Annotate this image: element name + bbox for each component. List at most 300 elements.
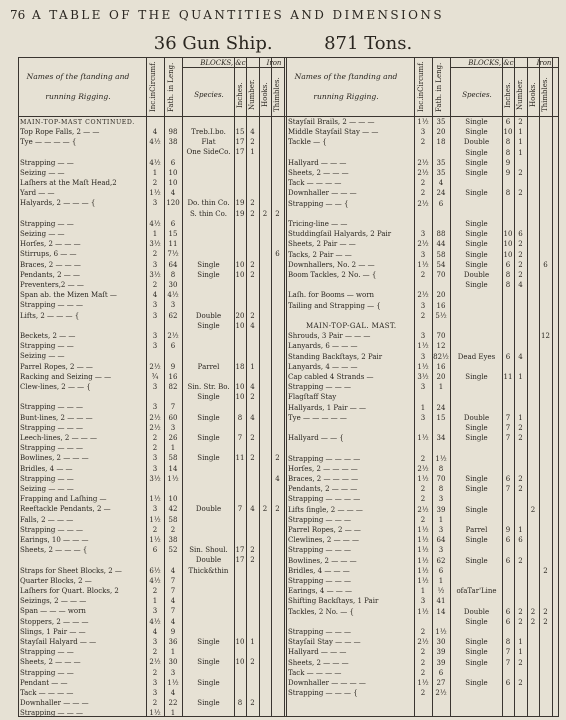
left-cell-17-0: Strapping — — — xyxy=(20,301,83,310)
right-cell-38-0: Lifts ſingle, 2 — — — xyxy=(288,505,363,514)
right-cell-13-3: Single xyxy=(465,250,488,259)
left-cell-50-2: 36 xyxy=(168,638,178,646)
right-cell-2-4: 8 xyxy=(505,138,511,147)
left-cell-26-3: Single xyxy=(197,393,220,402)
left-cell-19-3: Single xyxy=(197,321,220,330)
left-cell-28-1: 2½ xyxy=(149,413,161,422)
right-cell-52-4: 7 xyxy=(505,648,511,657)
left-cell-28-5: 4 xyxy=(250,413,255,422)
left-cell-33-2: 14 xyxy=(168,464,178,473)
right-cell-49-3: Single xyxy=(465,617,488,626)
right-cell-4-0: Hallyard — — — xyxy=(288,158,347,167)
right-cell-26-0: Strapping — — — xyxy=(288,383,351,392)
right-cell-21-1: 3 xyxy=(420,332,426,341)
left-cell-51-1: 2 xyxy=(152,648,158,657)
right-cell-6-2: 4 xyxy=(438,179,444,188)
right-cell-41-4: 6 xyxy=(505,536,511,545)
left-cell-7-4: 19 xyxy=(235,199,245,208)
right-cell-17-2: 20 xyxy=(436,291,446,300)
left-cell-32-3: Single xyxy=(197,454,220,463)
right-cell-12-3: Single xyxy=(465,240,488,249)
right-cell-41-3: Single xyxy=(465,536,488,545)
left-cell-47-0: Span — — — worn xyxy=(20,607,86,616)
right-cell-38-1: 2½ xyxy=(417,505,429,514)
fath-header-right: Fath. in Leng. xyxy=(435,62,443,112)
left-cell-48-0: Stoppers, 2 — — — xyxy=(20,617,89,626)
left-cell-32-5: 2 xyxy=(250,454,255,463)
right-cell-43-1: 1½ xyxy=(417,556,429,565)
right-cell-5-0: Sheets, 2 — — — xyxy=(288,169,349,177)
right-cell-53-5: 2 xyxy=(518,658,523,667)
right-cell-33-0: Strapping — — — — xyxy=(288,454,361,463)
right-cell-12-2: 44 xyxy=(436,240,446,249)
left-cell-44-2: 7 xyxy=(170,576,176,585)
right-cell-50-2: 1½ xyxy=(435,628,447,636)
right-cell-8-0: Strapping — — { xyxy=(288,199,349,208)
right-cell-36-5: 2 xyxy=(518,485,523,494)
right-cell-3-5: 1 xyxy=(518,148,523,157)
left-cell-33-1: 3 xyxy=(152,464,158,473)
left-cell-24-0: Racking and Seizing — — xyxy=(20,372,112,381)
section-title-left: MAIN-TOP-MAST CONTINUED. xyxy=(20,119,135,126)
column-rule xyxy=(18,57,19,717)
names-header-line2: running Rigging. xyxy=(45,92,111,101)
right-cell-36-3: Single xyxy=(465,485,488,494)
left-cell-13-0: Braces, 2 — — — xyxy=(20,260,81,269)
right-cell-51-2: 30 xyxy=(436,638,446,647)
left-cell-18-5: 2 xyxy=(250,311,255,320)
right-cell-40-5: 1 xyxy=(518,526,523,534)
left-cell-39-1: 2 xyxy=(152,525,158,534)
left-cell-29-1: 2½ xyxy=(149,423,161,432)
left-cell-9-2: 6 xyxy=(170,219,176,228)
left-cell-30-3: Single xyxy=(197,434,220,442)
left-cell-32-0: Bowlines, 2 — — — xyxy=(20,454,89,463)
right-cell-42-1: 1½ xyxy=(417,546,429,555)
inches-header-right: Inches. xyxy=(504,82,512,108)
left-cell-12-1: 2 xyxy=(152,250,158,259)
left-cell-25-4: 10 xyxy=(235,383,245,391)
left-cell-0-5: 4 xyxy=(250,128,255,136)
left-cell-13-3: Single xyxy=(197,260,220,269)
left-cell-18-3: Double xyxy=(195,311,222,320)
right-cell-10-0: Tricing-line — — xyxy=(288,220,348,228)
right-cell-53-0: Sheets, 2 — — — xyxy=(288,658,349,667)
right-cell-15-2: 70 xyxy=(436,271,446,279)
right-cell-55-4: 6 xyxy=(505,679,511,687)
right-cell-4-2: 35 xyxy=(436,158,446,167)
left-cell-0-0: Top Rope Falls, 2 — — xyxy=(20,128,100,136)
left-cell-27-1: 3 xyxy=(152,403,158,412)
left-cell-8-3: S. thin Co. xyxy=(190,209,227,218)
right-cell-24-0: Lanyards, 4 — — — xyxy=(288,362,358,371)
right-cell-7-1: 2 xyxy=(420,189,426,198)
species-header: Species. xyxy=(194,91,224,99)
left-cell-25-0: Clew-lines, 2 — — { xyxy=(20,383,91,391)
left-cell-50-4: 10 xyxy=(235,638,245,646)
left-cell-44-0: Quarter Blocks, 2 — xyxy=(20,576,92,585)
left-cell-4-0: Seizing — — xyxy=(20,168,65,177)
left-cell-57-2: 1 xyxy=(170,709,176,718)
left-cell-16-1: 4 xyxy=(152,291,158,300)
left-cell-23-5: 1 xyxy=(250,362,255,371)
left-cell-54-3: Single xyxy=(197,678,220,687)
left-cell-28-4: 8 xyxy=(237,413,243,422)
right-cell-0-0: Stayſail Brails, 2 — — — xyxy=(288,118,375,126)
left-cell-52-2: 30 xyxy=(168,658,178,667)
left-cell-2-5: 1 xyxy=(250,148,255,157)
right-cell-0-3: Single xyxy=(465,118,488,126)
number-header-right: Number. xyxy=(516,79,524,111)
left-cell-25-3: Sin. Str. Bo. xyxy=(187,383,230,391)
left-cell-57-0: Strapping — — — xyxy=(20,709,83,718)
right-cell-1-3: Single xyxy=(465,128,488,137)
column-rule xyxy=(558,57,559,717)
right-cell-19-2: 5½ xyxy=(435,311,447,320)
right-cell-37-1: 2 xyxy=(420,495,426,504)
right-cell-4-1: 2½ xyxy=(417,158,429,167)
left-cell-31-1: 2 xyxy=(152,444,158,453)
right-cell-39-0: Strapping — — — xyxy=(288,515,351,524)
right-cell-15-5: 2 xyxy=(518,271,523,279)
right-cell-23-2: 82½ xyxy=(433,352,449,361)
left-cell-30-4: 7 xyxy=(237,434,243,442)
left-cell-18-0: Lifts, 2 — — — { xyxy=(20,311,80,320)
left-cell-53-1: 2 xyxy=(152,668,158,677)
left-cell-4-2: 10 xyxy=(168,168,178,177)
right-cell-29-2: 15 xyxy=(436,413,446,422)
left-cell-7-5: 2 xyxy=(250,199,255,208)
left-cell-36-0: Frapping and Laſhing — xyxy=(20,495,107,504)
right-cell-28-1: 1 xyxy=(420,403,426,412)
left-cell-18-1: 3 xyxy=(152,311,158,320)
right-cell-45-1: 1½ xyxy=(417,577,429,585)
header-bottom-rule xyxy=(18,116,558,117)
left-cell-30-0: Leech-lines, 2 — — — xyxy=(20,434,98,442)
left-cell-56-4: 8 xyxy=(237,699,243,708)
right-cell-18-0: Tailing and Strapping — { xyxy=(288,301,381,310)
left-cell-47-1: 3 xyxy=(152,607,158,616)
right-cell-14-0: Downhallers, No. 2 — — xyxy=(288,260,375,269)
left-cell-14-1: 3½ xyxy=(149,270,161,279)
left-cell-23-2: 9 xyxy=(170,362,176,371)
right-cell-21-0: Shrouds, 3 Pair — — — xyxy=(288,332,371,341)
right-cell-2-5: 1 xyxy=(518,138,523,147)
left-cell-0-2: 98 xyxy=(168,128,178,136)
right-cell-53-1: 2 xyxy=(420,658,426,667)
right-cell-27-0: Flagſtaff Stay xyxy=(288,393,337,402)
left-cell-50-0: Stayſail Halyard — — xyxy=(20,638,97,646)
right-cell-11-1: 3 xyxy=(420,230,426,239)
thimbles-header: Thimbles. xyxy=(273,77,281,113)
left-cell-7-1: 3 xyxy=(152,199,158,208)
right-cell-29-0: Tye — — — — — xyxy=(288,413,347,422)
left-cell-5-1: 2 xyxy=(152,179,158,187)
right-cell-25-4: 11 xyxy=(503,373,513,381)
right-cell-55-1: 1½ xyxy=(417,679,429,687)
left-cell-10-1: 1 xyxy=(152,230,158,238)
right-cell-44-1: 1½ xyxy=(417,566,429,575)
right-cell-1-4: 10 xyxy=(503,128,513,137)
left-cell-52-0: Sheets, 2 — — — xyxy=(20,658,81,667)
blocks-header: BLOCKS, &c. xyxy=(200,59,248,67)
left-cell-53-2: 3 xyxy=(170,668,176,677)
right-cell-29-3: Double xyxy=(463,413,490,422)
right-cell-14-1: 1½ xyxy=(417,260,429,269)
left-cell-49-1: 4 xyxy=(152,627,158,636)
left-cell-25-5: 4 xyxy=(250,383,255,391)
right-cell-48-3: Double xyxy=(463,607,490,616)
right-cell-55-3: Single xyxy=(465,679,488,687)
right-cell-11-5: 6 xyxy=(518,230,523,239)
right-cell-31-2: 34 xyxy=(436,434,446,443)
right-cell-45-2: 1 xyxy=(438,577,444,585)
right-cell-26-2: 1 xyxy=(438,383,444,392)
right-cell-7-2: 24 xyxy=(436,189,446,198)
right-cell-48-5: 2 xyxy=(518,607,523,616)
left-cell-56-3: Single xyxy=(197,699,220,708)
left-cell-28-0: Bunt-lines, 2 — — — xyxy=(20,413,93,422)
left-cell-7-3: Do. thin Co. xyxy=(187,199,230,208)
left-cell-34-0: Strapping — — xyxy=(20,474,74,483)
left-cell-15-2: 30 xyxy=(168,281,178,289)
left-cell-7-2: 120 xyxy=(166,199,180,208)
right-cell-31-0: Hallyard — — { xyxy=(288,434,344,443)
left-cell-52-1: 2½ xyxy=(149,658,161,667)
right-cell-5-4: 9 xyxy=(505,169,511,177)
left-cell-0-3: Treb.I.bo. xyxy=(191,128,226,136)
right-cell-15-1: 2 xyxy=(420,271,426,279)
left-cell-9-0: Strapping — — xyxy=(20,219,74,228)
right-cell-47-0: Shifting Backſtays, 1 Pair xyxy=(288,597,379,606)
left-cell-28-3: Single xyxy=(197,413,220,422)
right-cell-34-0: Horſes, 2 — — — — xyxy=(288,464,358,473)
right-cell-44-2: 6 xyxy=(438,566,444,575)
right-cell-23-0: Standing Backſtays, 2 Pair xyxy=(288,352,383,361)
right-cell-23-5: 4 xyxy=(518,352,523,361)
left-cell-11-2: 11 xyxy=(168,240,178,249)
page-header-title: A TABLE OF THE QUANTITIES AND DIMENSIONS xyxy=(32,8,444,22)
left-cell-43-0: Straps for Sheet Blocks, 2 — xyxy=(20,566,122,575)
right-cell-55-0: Downhaller — — — — xyxy=(288,679,366,687)
left-cell-12-0: Stirrups, 6 — — xyxy=(20,250,77,259)
left-cell-36-2: 10 xyxy=(168,495,178,504)
left-cell-24-2: 16 xyxy=(168,372,178,381)
right-cell-3-3: Single xyxy=(465,148,488,157)
left-cell-2-4: 17 xyxy=(235,148,245,157)
right-cell-5-5: 2 xyxy=(518,169,523,177)
left-cell-45-1: 2 xyxy=(152,587,158,595)
right-cell-41-1: 1½ xyxy=(417,536,429,545)
right-cell-17-1: 2½ xyxy=(417,291,429,300)
right-cell-24-1: 1½ xyxy=(417,362,429,371)
left-cell-30-5: 2 xyxy=(250,434,255,442)
left-cell-40-0: Earings, 10 — — — xyxy=(20,536,89,544)
left-cell-24-1: ¾ xyxy=(151,372,159,381)
right-cell-28-2: 24 xyxy=(436,403,446,412)
hooks-header: Hooks. xyxy=(261,82,269,108)
right-cell-52-0: Hallyard — — — xyxy=(288,648,347,657)
circumf-header: Inc.inCircumf. xyxy=(149,61,157,113)
column-rule xyxy=(271,57,272,717)
left-cell-54-0: Pendant — — xyxy=(20,678,68,687)
left-cell-29-0: Strapping — — — xyxy=(20,423,83,432)
fath-header: Fath. in Leng. xyxy=(167,62,175,112)
blocks-header-right: BLOCKS, &c. xyxy=(468,59,516,67)
right-cell-44-7: 2 xyxy=(543,566,548,575)
left-cell-34-2: 1½ xyxy=(167,474,179,483)
right-cell-12-5: 2 xyxy=(518,240,523,249)
left-cell-13-4: 10 xyxy=(235,260,245,269)
right-cell-22-2: 12 xyxy=(436,342,446,351)
right-cell-36-2: 8 xyxy=(438,485,444,494)
left-cell-11-1: 3½ xyxy=(149,240,161,249)
right-cell-13-1: 3 xyxy=(420,250,426,259)
right-cell-46-0: Earings, 4 — — — xyxy=(288,587,353,596)
left-cell-38-0: Falls, 2 — — — xyxy=(20,515,74,524)
right-cell-42-0: Strapping — — — xyxy=(288,546,351,555)
right-cell-52-3: Single xyxy=(465,648,488,657)
running-header xyxy=(0,8,566,28)
ship-tonnage: 871 Tons. xyxy=(324,33,413,54)
left-cell-37-3: Double xyxy=(195,505,222,514)
left-cell-48-2: 4 xyxy=(170,617,176,626)
left-cell-51-0: Strapping — — xyxy=(20,648,74,657)
left-cell-20-1: 3 xyxy=(152,332,158,340)
right-cell-56-0: Strapping — — — { xyxy=(288,689,358,698)
left-cell-38-2: 58 xyxy=(168,515,178,524)
right-cell-3-4: 8 xyxy=(505,148,511,157)
left-cell-56-5: 2 xyxy=(250,699,255,708)
right-cell-2-1: 2 xyxy=(420,138,426,147)
blocks-header-rule-right xyxy=(450,67,558,68)
right-cell-40-1: 1½ xyxy=(417,526,429,534)
right-cell-36-4: 7 xyxy=(505,485,511,494)
left-cell-32-4: 11 xyxy=(235,454,245,463)
left-cell-23-4: 18 xyxy=(235,362,245,371)
right-cell-29-4: 7 xyxy=(505,413,511,422)
right-cell-21-7: 12 xyxy=(541,332,550,341)
left-cell-12-7: 6 xyxy=(275,250,280,259)
right-cell-45-0: Strapping — — — xyxy=(288,577,351,585)
left-cell-44-1: 4½ xyxy=(149,576,161,585)
left-cell-27-2: 7 xyxy=(170,403,176,412)
names-header-line1: Names of the ſtanding and xyxy=(26,72,130,81)
right-cell-15-0: Boom Tackles, 2 No. — { xyxy=(288,271,377,279)
right-cell-28-0: Hallyards, 1 Pair — — xyxy=(288,403,367,412)
left-cell-16-2: 4½ xyxy=(167,291,179,300)
left-cell-30-2: 26 xyxy=(168,434,178,442)
right-cell-34-1: 2½ xyxy=(417,464,429,473)
right-cell-33-1: 2 xyxy=(420,454,426,463)
left-cell-1-2: 38 xyxy=(168,138,178,147)
left-cell-14-3: Single xyxy=(197,270,220,279)
right-cell-11-3: Single xyxy=(465,230,488,239)
right-cell-40-3: Parrel xyxy=(465,526,488,534)
left-cell-50-1: 3 xyxy=(152,638,158,646)
left-cell-34-7: 4 xyxy=(275,474,280,483)
right-cell-43-2: 62 xyxy=(436,556,446,565)
left-cell-0-1: 4 xyxy=(152,128,158,136)
right-cell-29-1: 3 xyxy=(420,413,426,422)
left-cell-32-2: 58 xyxy=(168,454,178,463)
right-cell-40-2: 3 xyxy=(438,526,444,534)
left-cell-10-2: 15 xyxy=(168,230,178,238)
left-cell-37-5: 4 xyxy=(250,505,255,514)
left-cell-6-2: 4 xyxy=(170,189,176,198)
left-cell-19-5: 4 xyxy=(250,321,255,330)
left-cell-39-2: 2 xyxy=(170,525,176,534)
right-cell-13-4: 10 xyxy=(503,250,513,259)
right-cell-25-5: 1 xyxy=(518,373,523,381)
right-cell-37-0: Strapping — — — — xyxy=(288,495,361,504)
left-cell-9-1: 4½ xyxy=(149,219,161,228)
left-cell-49-2: 9 xyxy=(170,627,176,636)
left-cell-39-0: Strapping — — — xyxy=(20,525,83,534)
right-cell-47-2: 41 xyxy=(436,597,446,606)
right-cell-23-3: Dead Eyes xyxy=(457,352,496,361)
left-cell-32-1: 3 xyxy=(152,454,158,463)
left-cell-25-2: 82 xyxy=(168,383,178,391)
left-cell-31-0: Strapping — — — xyxy=(20,444,83,453)
right-cell-43-5: 2 xyxy=(518,556,523,565)
left-cell-43-1: 6½ xyxy=(149,566,161,575)
right-cell-1-5: 1 xyxy=(518,128,523,137)
right-cell-7-0: Downhaller — — — xyxy=(288,189,357,198)
left-cell-56-1: 2 xyxy=(152,699,158,708)
left-cell-20-2: 2½ xyxy=(167,332,179,340)
right-cell-35-4: 6 xyxy=(505,475,511,483)
left-cell-52-4: 10 xyxy=(235,658,245,667)
left-cell-23-0: Parrel Ropes, 2 — — xyxy=(20,362,93,371)
left-cell-32-7: 2 xyxy=(275,454,280,463)
right-cell-18-2: 16 xyxy=(436,301,446,310)
right-cell-18-1: 3 xyxy=(420,301,426,310)
right-cell-35-2: 70 xyxy=(436,475,446,483)
right-cell-8-1: 2½ xyxy=(417,199,429,208)
right-cell-48-4: 6 xyxy=(505,607,511,616)
hooks-header-right: Hooks. xyxy=(529,82,537,108)
right-cell-48-0: Tackles, 2 No. — { xyxy=(288,607,354,616)
right-cell-49-6: 2 xyxy=(530,617,536,626)
right-cell-52-1: 2 xyxy=(420,648,426,657)
left-cell-40-2: 38 xyxy=(168,536,178,544)
left-cell-41-5: 2 xyxy=(250,546,255,555)
right-cell-0-4: 6 xyxy=(505,118,511,126)
right-cell-13-5: 2 xyxy=(518,250,523,259)
right-cell-8-2: 6 xyxy=(438,199,444,208)
right-cell-51-0: Stayſail Stay — — — xyxy=(288,638,361,647)
right-cell-51-3: Single xyxy=(465,638,488,647)
left-cell-52-5: 2 xyxy=(250,658,255,667)
right-cell-38-6: 2 xyxy=(530,505,536,514)
right-cell-16-3: Single xyxy=(465,281,488,290)
right-cell-4-3: Single xyxy=(465,158,488,167)
right-cell-7-4: 8 xyxy=(505,189,511,198)
right-cell-11-0: Studdingſail Halyards, 2 Pair xyxy=(288,230,392,239)
left-cell-22-0: Seizing — — xyxy=(20,352,65,361)
thimbles-header-right: Thimbles. xyxy=(541,77,549,113)
table-top-rule xyxy=(18,57,558,58)
right-cell-7-3: Single xyxy=(465,189,488,198)
circumf-header-right: Inc.inCircumf. xyxy=(417,61,425,113)
right-cell-55-5: 2 xyxy=(518,679,523,687)
right-cell-50-1: 2 xyxy=(420,628,426,636)
left-cell-48-1: 4½ xyxy=(149,617,161,626)
left-cell-37-7: 2 xyxy=(275,505,280,514)
right-cell-21-2: 70 xyxy=(436,332,446,341)
right-cell-16-4: 8 xyxy=(505,281,511,290)
